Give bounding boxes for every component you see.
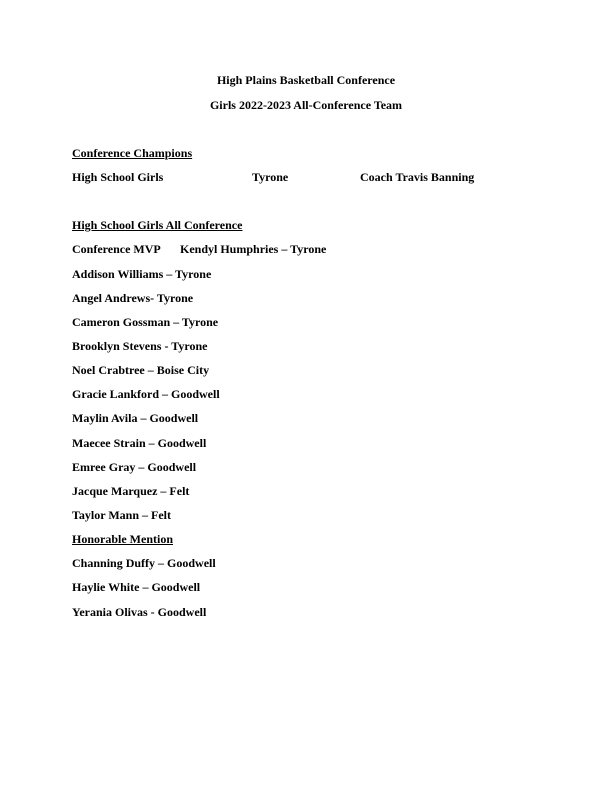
- all-conference-heading: High School Girls All Conference: [72, 218, 243, 232]
- mvp-value: Kendyl Humphries – Tyrone: [180, 242, 327, 256]
- player-entry: Gracie Lankford – Goodwell: [72, 387, 220, 401]
- player-entry: Addison Williams – Tyrone: [72, 267, 212, 281]
- champions-heading: Conference Champions: [72, 146, 193, 160]
- player-entry: Cameron Gossman – Tyrone: [72, 315, 219, 329]
- player-entry: Angel Andrews- Tyrone: [72, 291, 194, 305]
- honorable-mention-heading: Honorable Mention: [72, 532, 173, 546]
- honorable-mention-entry: Channing Duffy – Goodwell: [72, 556, 216, 570]
- document-subtitle: Girls 2022-2023 All-Conference Team: [209, 98, 403, 112]
- honorable-mention-entry: Yerania Olivas - Goodwell: [72, 605, 207, 619]
- mvp-label: Conference MVP: [72, 242, 161, 256]
- player-entry: Noel Crabtree – Boise City: [72, 363, 210, 377]
- champions-division: High School Girls: [72, 170, 164, 184]
- champions-coach: Coach Travis Banning: [360, 170, 475, 184]
- player-entry: Jacque Marquez – Felt: [72, 484, 190, 498]
- player-entry: Emree Gray – Goodwell: [72, 460, 197, 474]
- document-title: High Plains Basketball Conference: [216, 73, 396, 87]
- player-entry: Taylor Mann – Felt: [72, 508, 172, 522]
- champions-team: Tyrone: [252, 170, 289, 184]
- player-entry: Maylin Avila – Goodwell: [72, 411, 199, 425]
- player-entry: Brooklyn Stevens - Tyrone: [72, 339, 208, 353]
- player-entry: Maecee Strain – Goodwell: [72, 436, 207, 450]
- honorable-mention-entry: Haylie White – Goodwell: [72, 580, 201, 594]
